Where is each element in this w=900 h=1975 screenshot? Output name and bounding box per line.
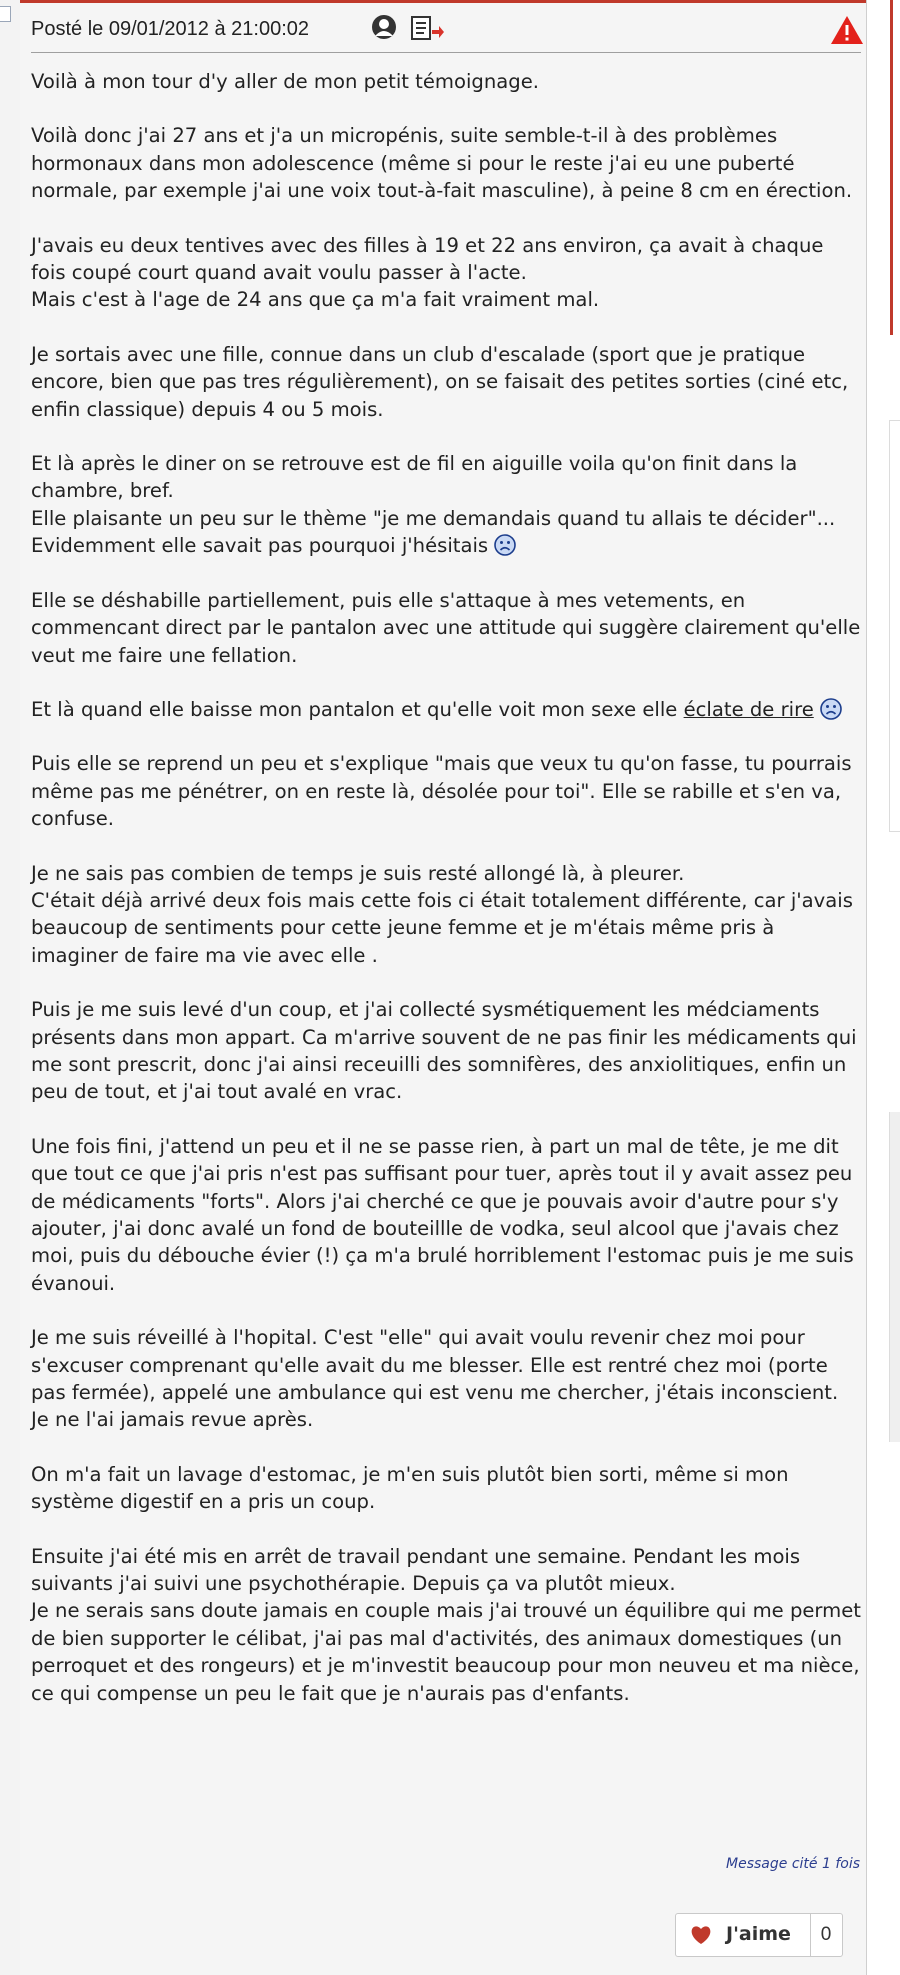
paragraph: Et là quand elle baisse mon pantalon et qu'elle voit mon sexe elle éclate de rire [31, 696, 861, 723]
right-sidebar-edge [867, 0, 900, 1975]
underlined-text: éclate de rire [683, 697, 814, 721]
paragraph: On m'a fait un lavage d'estomac, je m'en suis plutôt bien sorti, même si mon système digestif en a pris un coup. [31, 1462, 789, 1514]
like-button-main[interactable] [676, 1914, 811, 1956]
paragraph: Puis je me suis levé d'un coup, et j'ai collecté sysmétiquement les médciaments présents dans mon appart. Ca m'arrive souvent de ne pas finir les médicaments qui me sont prescrit, donc j'ai ainsi receuilli des somnifères, des anxiolitiques, enfin un peu de tout, et j'ai tout avalé en vrac. [31, 998, 857, 1104]
post-date: Posté le 09/01/2012 à 21:00:02 [31, 18, 310, 40]
paragraph: Je me suis réveillé à l'hopital. C'est "elle" qui avait voulu revenir chez moi pour s'excuser comprenant qu'elle avait du me blesser. Elle est rentré chez moi (porte pas fermée), appelé une ambulance qui est venu me chercher, j'étais inconscient. Je ne l'ai jamais revue après. [31, 1326, 839, 1432]
forum-post [20, 0, 867, 1975]
heart-icon [690, 1925, 712, 1945]
document-icon [0, 6, 11, 22]
post-header [31, 12, 861, 53]
sidebar-panel [889, 420, 900, 832]
like-label: J'aime [726, 1923, 791, 1945]
like-count: 0 [820, 1924, 832, 1945]
paragraph: Je sortais avec une fille, connue dans un club d'escalade (sport que je pratique encore, bien que pas tres régulièrement), on se faisait des petites sorties (ciné etc, enfin classique) depuis 4 ou 5 mois. [31, 342, 849, 421]
sidebar-accent-border [890, 0, 893, 335]
paragraph: Voilà à mon tour d'y aller de mon petit témoignage. [31, 70, 540, 93]
paragraph: Une fois fini, j'attend un peu et il ne se passe rien, à part un mal de tête, je me dit que tout ce que j'ai pris n'est pas suffisant pour tuer, après tout il y avait assez peu de médicaments "forts". Alors j'ai cherché ce que je pouvais avoir d'autre pour s'y ajouter, j'ai donc avalé un fond de bouteillle de vodka, seul alcool que j'avais chez moi, puis du débouche évier (!) ça m'a brulé horriblement l'estomac puis je me suis évanoui. [31, 1134, 854, 1295]
paragraph: Voilà donc j'ai 27 ans et j'a un micropénis, suite semble-t-il à des problèmes hormonaux dans mon adolescence (même si pour le reste j'ai eu une puberté normale, par exemple j'ai une voix tout-à-fait masculine), à peine 8 cm en érection. [31, 124, 853, 203]
send-message-icon[interactable] [411, 16, 445, 40]
left-gutter [0, 0, 21, 1975]
cited-count-link[interactable]: Message cité 1 fois [726, 1856, 860, 1872]
paragraph: Et là après le diner on se retrouve est de fil en aiguille voila qu'on finit dans la chambre, bref. Elle plaisante un peu sur le thème "je me demandais quand tu allais te décider"... Evidemment elle savait pas pourquoi j'hésitais [31, 452, 836, 558]
paragraph: Elle se déshabille partiellement, puis elle s'attaque à mes vetements, en commencant direct par le pantalon avec une attitude qui suggère clairement qu'elle veut me faire une fellation. [31, 588, 861, 667]
sad-smiley-icon [494, 534, 516, 556]
like-button[interactable] [675, 1913, 843, 1957]
report-alert-icon[interactable] [829, 14, 865, 46]
sad-smiley-icon [820, 698, 842, 720]
profile-icon[interactable] [371, 14, 397, 40]
paragraph: Puis elle se reprend un peu et s'explique "mais que veux tu qu'on fasse, tu pourrais même pas me pénétrer, on en reste là, désolée pour toi". Elle se rabille et s'en va, confuse. [31, 752, 852, 831]
paragraph: Je ne sais pas combien de temps je suis resté allongé là, à pleurer. C'était déjà arrivé deux fois mais cette fois ci était totalement différente, car j'avais beaucoup de sentiments pour cette jeune femme et je m'étais même pris à imaginer de faire ma vie avec elle . [31, 861, 853, 967]
paragraph: J'avais eu deux tentives avec des filles à 19 et 22 ans environ, ça avait à chaque fois coupé court quand avait voulu passer à l'acte. Mais c'est à l'age de 24 ans que ça m'a fait vraiment mal. [31, 233, 824, 312]
post-body [31, 68, 861, 1707]
paragraph: Ensuite j'ai été mis en arrêt de travail pendant une semaine. Pendant les mois suivants j'ai suivi une psychothérapie. Depuis ça va plutôt mieux. Je ne serais sans doute jamais en couple mais j'ai trouvé un équilibre qui me permet de bien supporter le célibat, j'ai pas mal d'activités, des animaux domestiques (un perroquet et des rongeurs) et je m'investit beaucoup pour mon neuveu et ma nièce, ce qui compense un peu le fait que je n'aurais pas d'enfants. [31, 1544, 861, 1705]
sidebar-panel [889, 1112, 900, 1442]
